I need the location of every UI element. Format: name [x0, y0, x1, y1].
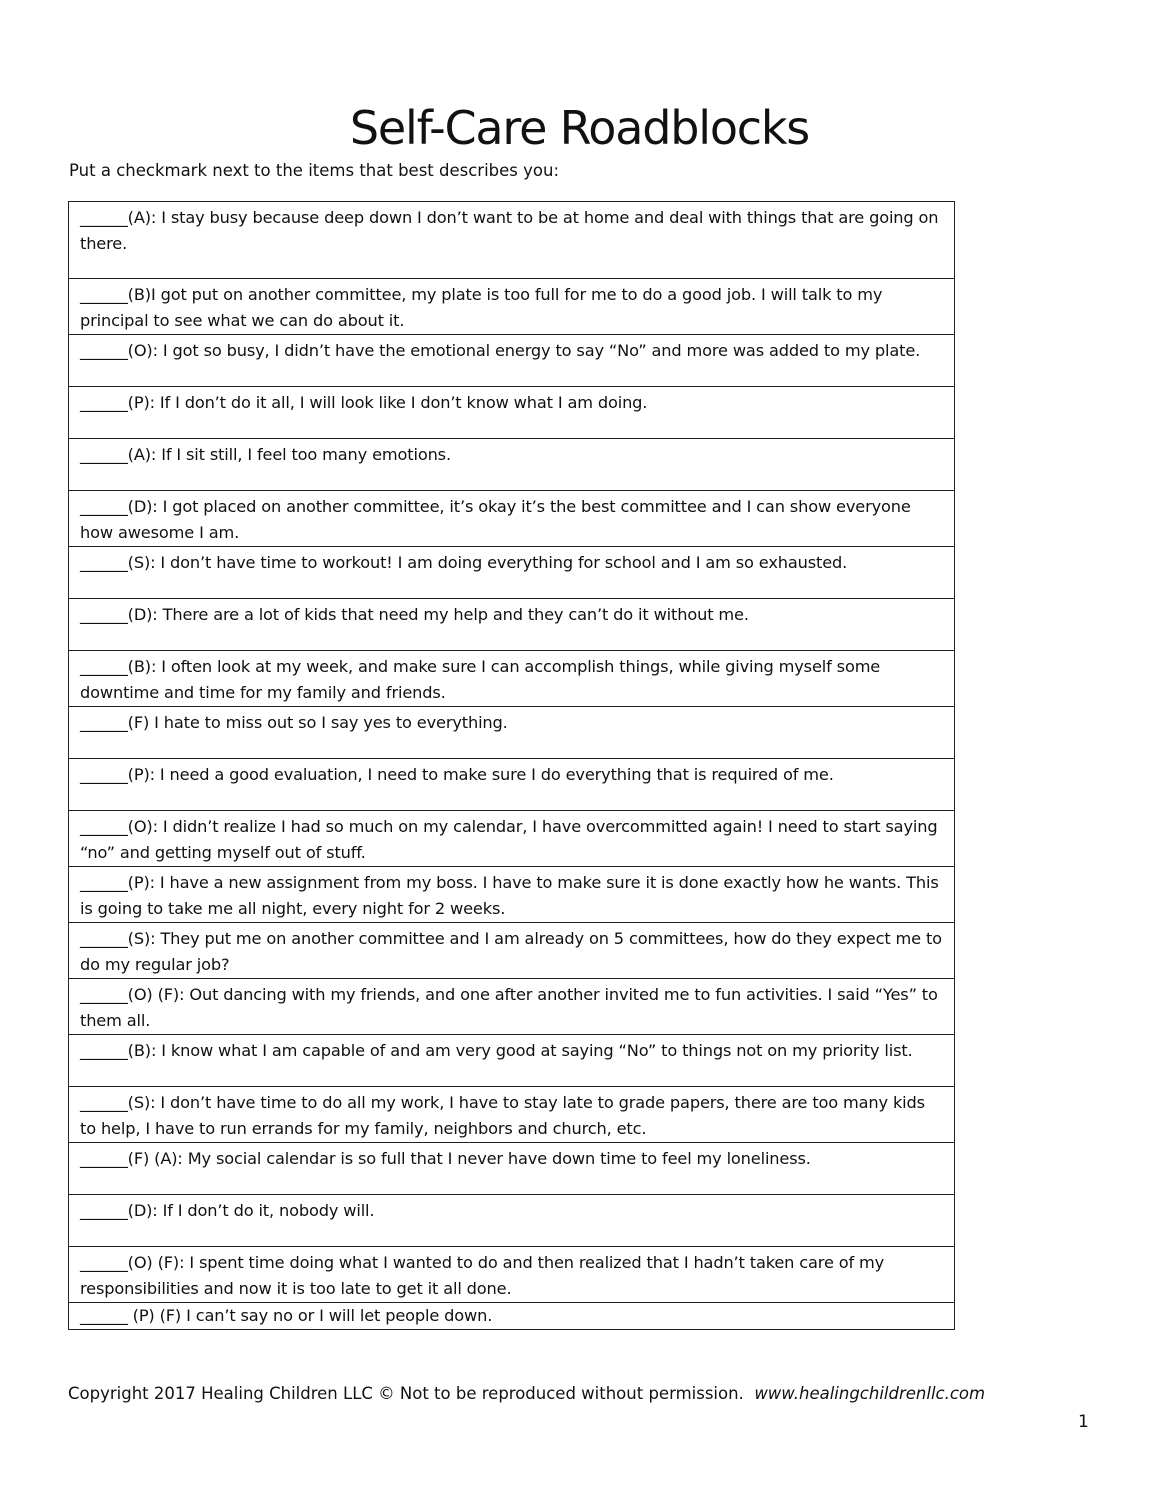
checklist-item: ______(S): I don’t have time to do all my work, I have to stay late to grade papers, there are too many kids to help, I have to run errands for my family, neighbors and church, etc. [69, 1087, 955, 1143]
checklist-item: ______(O) (F): Out dancing with my friends, and one after another invited me to fun activities. I said “Yes” to them all. [69, 979, 955, 1035]
checklist-row [69, 867, 955, 923]
checklist-row [69, 1195, 955, 1247]
checklist-row [69, 1087, 955, 1143]
checklist-item: ______(P): If I don’t do it all, I will look like I don’t know what I am doing. [69, 387, 955, 439]
checklist-row [69, 1143, 955, 1195]
checklist-row [69, 1247, 955, 1303]
checklist-row [69, 279, 955, 335]
copyright-notice: Copyright 2017 Healing Children LLC © Not to be reproduced without permission. [68, 1384, 744, 1403]
page-number: 1 [1078, 1412, 1089, 1432]
checklist-item: ______(O): I got so busy, I didn’t have the emotional energy to say “No” and more was added to my plate. [69, 335, 955, 387]
website-link[interactable]: www.healingchildrenllc.com [754, 1384, 986, 1403]
checklist-row [69, 599, 955, 651]
checklist-item: ______(O): I didn’t realize I had so much on my calendar, I have overcommitted again! I need to start saying “no” and getting myself out of stuff. [69, 811, 955, 867]
checklist-item: ______(A): I stay busy because deep down I don’t want to be at home and deal with things that are going on there. [69, 202, 955, 279]
instructions-text: Put a checkmark next to the items that best describes you: [69, 161, 560, 180]
checklist-item: ______(D): If I don’t do it, nobody will. [69, 1195, 955, 1247]
checklist-row [69, 1035, 955, 1087]
checklist-item: ______(S): They put me on another committee and I am already on 5 committees, how do they expect me to do my regular job? [69, 923, 955, 979]
checklist-item: ______(B): I often look at my week, and make sure I can accomplish things, while giving myself some downtime and time for my family and friends. [69, 651, 955, 707]
page-title: Self-Care Roadblocks [349, 101, 810, 155]
checklist-row [69, 1303, 955, 1330]
checklist-item: ______(B): I know what I am capable of and am very good at saying “No” to things not on my priority list. [69, 1035, 955, 1087]
checklist-row [69, 979, 955, 1035]
checklist-item: ______(D): There are a lot of kids that need my help and they can’t do it without me. [69, 599, 955, 651]
checklist-row [69, 811, 955, 867]
checklist-row [69, 335, 955, 387]
checklist-row [69, 202, 955, 279]
checklist-row [69, 923, 955, 979]
checklist-item: ______(P): I have a new assignment from my boss. I have to make sure it is done exactly how he wants. This is going to take me all night, every night for 2 weeks. [69, 867, 955, 923]
checklist-row [69, 387, 955, 439]
checklist-item: ______(P): I need a good evaluation, I need to make sure I do everything that is required of me. [69, 759, 955, 811]
checklist-row [69, 707, 955, 759]
checklist-item: ______(B)I got put on another committee, my plate is too full for me to do a good job. I will talk to my principal to see what we can do about it. [69, 279, 955, 335]
checklist-row [69, 439, 955, 491]
roadblocks-checklist-table [68, 201, 955, 1330]
checklist-row [69, 651, 955, 707]
checklist-item: ______(F) (A): My social calendar is so full that I never have down time to feel my loneliness. [69, 1143, 955, 1195]
checklist-row [69, 491, 955, 547]
checklist-item: ______(O) (F): I spent time doing what I wanted to do and then realized that I hadn’t taken care of my responsibilities and now it is too late to get it all done. [69, 1247, 955, 1303]
checklist-item: ______(A): If I sit still, I feel too many emotions. [69, 439, 955, 491]
checklist-item: ______(D): I got placed on another committee, it’s okay it’s the best committee and I can show everyone how awesome I am. [69, 491, 955, 547]
checklist-item: ______(F) I hate to miss out so I say yes to everything. [69, 707, 955, 759]
footer [68, 1382, 985, 1406]
checklist-item: ______(S): I don’t have time to workout! I am doing everything for school and I am so exhausted. [69, 547, 955, 599]
checklist-row [69, 547, 955, 599]
checklist-row [69, 759, 955, 811]
checklist-item: ______ (P) (F) I can’t say no or I will let people down. [69, 1303, 955, 1330]
